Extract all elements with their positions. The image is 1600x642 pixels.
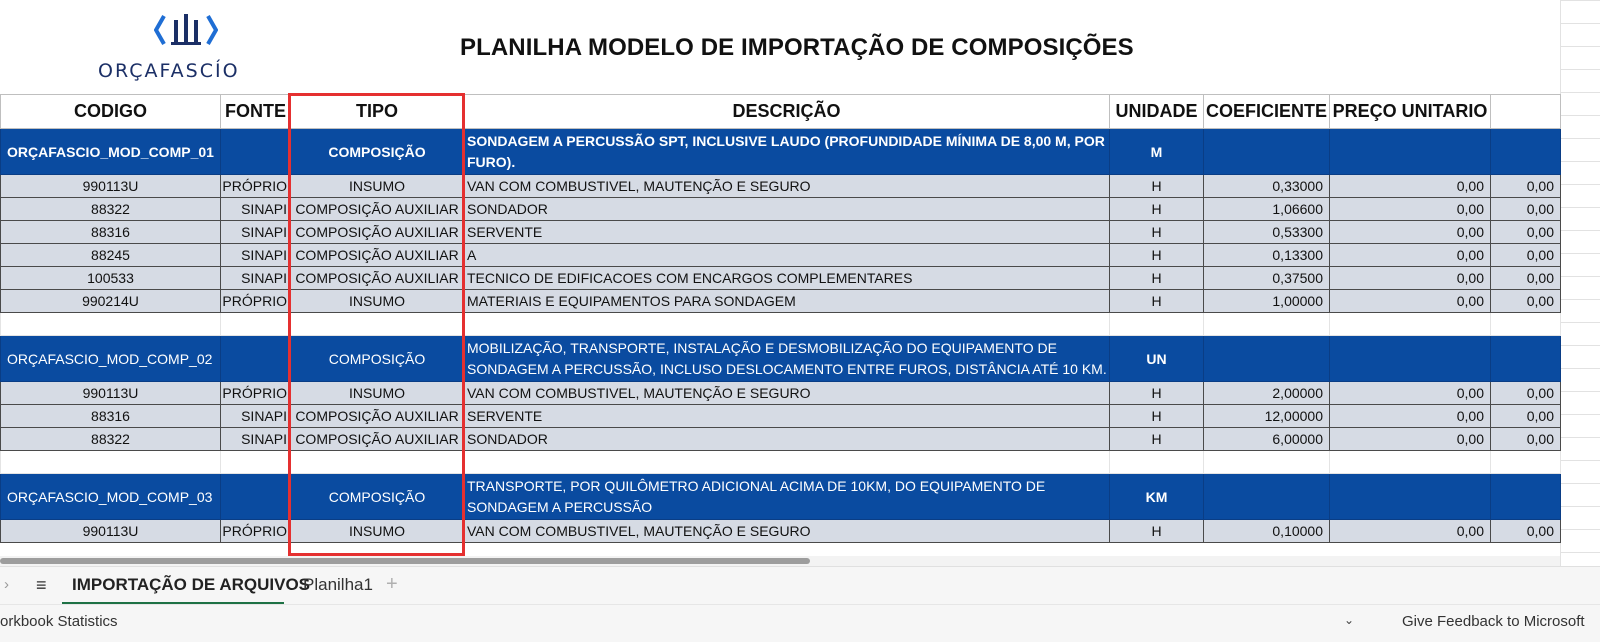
unidade-cell[interactable]: H: [1110, 267, 1204, 290]
empty-cell[interactable]: [1204, 313, 1330, 336]
total-cell[interactable]: 0,00: [1491, 428, 1561, 451]
unidade-cell[interactable]: H: [1110, 520, 1204, 543]
preco-cell[interactable]: [1330, 474, 1491, 520]
empty-cell[interactable]: [1330, 313, 1491, 336]
empty-cell[interactable]: [291, 451, 464, 474]
descricao-cell[interactable]: TECNICO DE EDIFICACOES COM ENCARGOS COMPLEMENTARES: [464, 267, 1110, 290]
descricao-cell[interactable]: VAN COM COMBUSTIVEL, MAUTENÇÃO E SEGURO: [464, 175, 1110, 198]
empty-row: [1, 313, 1561, 336]
coeficiente-cell[interactable]: 2,00000: [1204, 382, 1330, 405]
chevron-down-icon[interactable]: ⌄: [1344, 613, 1355, 627]
composition-table: [0, 94, 1561, 543]
tipo-cell[interactable]: COMPOSIÇÃO AUXILIAR: [291, 198, 464, 221]
tipo-cell[interactable]: COMPOSIÇÃO: [291, 129, 464, 175]
col-header-coeficiente[interactable]: COEFICIENTE: [1204, 95, 1330, 129]
chevron-right-icon[interactable]: ›: [4, 576, 9, 593]
empty-cell[interactable]: [1110, 313, 1204, 336]
brand-logo: [98, 10, 278, 84]
unidade-cell[interactable]: H: [1110, 175, 1204, 198]
col-header-descricao[interactable]: DESCRIÇÃO: [464, 95, 1110, 129]
total-cell[interactable]: 0,00: [1491, 267, 1561, 290]
descricao-cell[interactable]: SONDADOR: [464, 428, 1110, 451]
empty-cell[interactable]: [464, 313, 1110, 336]
sheet-header: [0, 0, 1560, 94]
codigo-cell[interactable]: 88322: [1, 198, 221, 221]
composition-row: [1, 129, 1561, 175]
descricao-cell[interactable]: MOBILIZAÇÃO, TRANSPORTE, INSTALAÇÃO E DESMOBILIZAÇÃO DO EQUIPAMENTO DE SONDAGEM A PERCUSSÃO, INCLUSO DESLOCAMENTO ENTRE FUROS, DISTÂNCIA ATÉ 10 KM.: [464, 336, 1110, 382]
codigo-cell[interactable]: 88322: [1, 428, 221, 451]
unidade-cell[interactable]: H: [1110, 244, 1204, 267]
preco-cell[interactable]: 0,00: [1330, 405, 1491, 428]
codigo-cell[interactable]: 88316: [1, 221, 221, 244]
unidade-cell[interactable]: UN: [1110, 336, 1204, 382]
coeficiente-cell[interactable]: [1204, 474, 1330, 520]
preco-cell[interactable]: 0,00: [1330, 244, 1491, 267]
total-cell[interactable]: 0,00: [1491, 405, 1561, 428]
coeficiente-cell[interactable]: 0,13300: [1204, 244, 1330, 267]
empty-cell[interactable]: [1, 451, 221, 474]
item-row: [1, 267, 1561, 290]
total-cell[interactable]: 0,00: [1491, 175, 1561, 198]
codigo-cell[interactable]: ORÇAFASCIO_MOD_COMP_02: [1, 336, 221, 382]
preco-cell[interactable]: 0,00: [1330, 221, 1491, 244]
total-cell[interactable]: 0,00: [1491, 290, 1561, 313]
fonte-cell[interactable]: SINAPI: [221, 221, 291, 244]
tab-importacao-de-arquivos[interactable]: IMPORTAÇÃO DE ARQUIVOS: [72, 575, 311, 594]
total-cell[interactable]: [1491, 474, 1561, 520]
descricao-cell[interactable]: A: [464, 244, 1110, 267]
fonte-cell[interactable]: PRÓPRIO: [221, 382, 291, 405]
preco-cell[interactable]: 0,00: [1330, 520, 1491, 543]
total-cell[interactable]: 0,00: [1491, 198, 1561, 221]
tipo-cell[interactable]: INSUMO: [291, 382, 464, 405]
scrollbar-thumb[interactable]: [0, 558, 810, 564]
total-cell[interactable]: 0,00: [1491, 382, 1561, 405]
unidade-cell[interactable]: H: [1110, 428, 1204, 451]
composition-row: [1, 336, 1561, 382]
col-header-codigo[interactable]: CODIGO: [1, 95, 221, 129]
pillars-logo-icon: [154, 10, 218, 50]
give-feedback-link[interactable]: Give Feedback to Microsoft: [1402, 613, 1585, 630]
empty-cell[interactable]: [221, 313, 291, 336]
codigo-cell[interactable]: 88316: [1, 405, 221, 428]
item-row: [1, 175, 1561, 198]
tipo-cell[interactable]: COMPOSIÇÃO AUXILIAR: [291, 267, 464, 290]
preco-cell[interactable]: 0,00: [1330, 175, 1491, 198]
coeficiente-cell[interactable]: 0,10000: [1204, 520, 1330, 543]
fonte-cell[interactable]: PRÓPRIO: [221, 520, 291, 543]
total-cell[interactable]: 0,00: [1491, 221, 1561, 244]
codigo-cell[interactable]: 88245: [1, 244, 221, 267]
item-row: [1, 428, 1561, 451]
preco-cell[interactable]: [1330, 336, 1491, 382]
page-title: PLANILHA MODELO DE IMPORTAÇÃO DE COMPOSIÇÕES: [460, 34, 1134, 61]
descricao-cell[interactable]: SERVENTE: [464, 405, 1110, 428]
empty-cell[interactable]: [464, 451, 1110, 474]
fonte-cell[interactable]: SINAPI: [221, 198, 291, 221]
fonte-cell[interactable]: [221, 129, 291, 175]
descricao-cell[interactable]: MATERIAIS E EQUIPAMENTOS PARA SONDAGEM: [464, 290, 1110, 313]
coeficiente-cell[interactable]: 1,00000: [1204, 290, 1330, 313]
total-cell[interactable]: 0,00: [1491, 520, 1561, 543]
tipo-cell[interactable]: INSUMO: [291, 175, 464, 198]
fonte-cell[interactable]: SINAPI: [221, 428, 291, 451]
coeficiente-cell[interactable]: [1204, 336, 1330, 382]
fonte-cell[interactable]: [221, 336, 291, 382]
plus-icon[interactable]: +: [386, 573, 398, 595]
descricao-cell[interactable]: SERVENTE: [464, 221, 1110, 244]
unidade-cell[interactable]: M: [1110, 129, 1204, 175]
preco-cell[interactable]: 0,00: [1330, 198, 1491, 221]
total-cell[interactable]: [1491, 129, 1561, 175]
tipo-cell[interactable]: COMPOSIÇÃO: [291, 336, 464, 382]
empty-grid-columns[interactable]: [1560, 0, 1600, 578]
column-header-row: [1, 95, 1561, 129]
data-table-area: [0, 94, 1560, 543]
tab-planilha1[interactable]: Planilha1: [303, 575, 373, 594]
item-row: [1, 405, 1561, 428]
fonte-cell[interactable]: SINAPI: [221, 267, 291, 290]
tipo-cell[interactable]: INSUMO: [291, 290, 464, 313]
descricao-cell[interactable]: SONDADOR: [464, 198, 1110, 221]
empty-cell[interactable]: [1110, 451, 1204, 474]
preco-cell[interactable]: 0,00: [1330, 267, 1491, 290]
fonte-cell[interactable]: PRÓPRIO: [221, 290, 291, 313]
item-row: [1, 520, 1561, 543]
tipo-cell[interactable]: COMPOSIÇÃO AUXILIAR: [291, 244, 464, 267]
workbook-statistics-button[interactable]: orkbook Statistics: [0, 613, 118, 630]
col-header-unidade[interactable]: UNIDADE: [1110, 95, 1204, 129]
codigo-cell[interactable]: 990214U: [1, 290, 221, 313]
preco-cell[interactable]: 0,00: [1330, 382, 1491, 405]
empty-cell[interactable]: [1491, 451, 1561, 474]
item-row: [1, 198, 1561, 221]
preco-cell[interactable]: [1330, 129, 1491, 175]
unidade-cell[interactable]: H: [1110, 221, 1204, 244]
col-header-tipo[interactable]: TIPO: [291, 95, 464, 129]
coeficiente-cell[interactable]: 0,53300: [1204, 221, 1330, 244]
codigo-cell[interactable]: 990113U: [1, 382, 221, 405]
preco-cell[interactable]: 0,00: [1330, 428, 1491, 451]
unidade-cell[interactable]: H: [1110, 382, 1204, 405]
coeficiente-cell[interactable]: 6,00000: [1204, 428, 1330, 451]
col-header-total[interactable]: [1491, 95, 1561, 129]
coeficiente-cell[interactable]: 12,00000: [1204, 405, 1330, 428]
fonte-cell[interactable]: PRÓPRIO: [221, 175, 291, 198]
sheet-tabs-bar: [0, 566, 1600, 604]
item-row: [1, 244, 1561, 267]
tipo-cell[interactable]: INSUMO: [291, 520, 464, 543]
empty-cell[interactable]: [291, 313, 464, 336]
descricao-cell[interactable]: TRANSPORTE, POR QUILÔMETRO ADICIONAL ACIMA DE 10KM, DO EQUIPAMENTO DE SONDAGEM A PERCUSSÃO: [464, 474, 1110, 520]
empty-row: [1, 451, 1561, 474]
item-row: [1, 290, 1561, 313]
descricao-cell[interactable]: VAN COM COMBUSTIVEL, MAUTENÇÃO E SEGURO: [464, 382, 1110, 405]
col-header-preco-unitario[interactable]: PREÇO UNITARIO: [1330, 95, 1491, 129]
empty-cell[interactable]: [1330, 451, 1491, 474]
unidade-cell[interactable]: KM: [1110, 474, 1204, 520]
status-bar: [0, 604, 1600, 642]
coeficiente-cell[interactable]: 1,06600: [1204, 198, 1330, 221]
tipo-cell[interactable]: COMPOSIÇÃO AUXILIAR: [291, 405, 464, 428]
fonte-cell[interactable]: SINAPI: [221, 244, 291, 267]
total-cell[interactable]: 0,00: [1491, 244, 1561, 267]
item-row: [1, 382, 1561, 405]
tipo-cell[interactable]: COMPOSIÇÃO: [291, 474, 464, 520]
unidade-cell[interactable]: H: [1110, 198, 1204, 221]
descricao-cell[interactable]: SONDAGEM A PERCUSSÃO SPT, INCLUSIVE LAUDO (PROFUNDIDADE MÍNIMA DE 8,00 M, POR FURO).: [464, 129, 1110, 175]
col-header-fonte[interactable]: FONTE: [221, 95, 291, 129]
empty-cell[interactable]: [221, 451, 291, 474]
fonte-cell[interactable]: SINAPI: [221, 405, 291, 428]
empty-cell[interactable]: [1204, 451, 1330, 474]
codigo-cell[interactable]: 100533: [1, 267, 221, 290]
tipo-cell[interactable]: COMPOSIÇÃO AUXILIAR: [291, 428, 464, 451]
tipo-cell[interactable]: COMPOSIÇÃO AUXILIAR: [291, 221, 464, 244]
empty-cell[interactable]: [1, 313, 221, 336]
horizontal-scrollbar[interactable]: [0, 556, 1560, 566]
empty-cell[interactable]: [1491, 313, 1561, 336]
coeficiente-cell[interactable]: 0,33000: [1204, 175, 1330, 198]
codigo-cell[interactable]: ORÇAFASCIO_MOD_COMP_01: [1, 129, 221, 175]
table-body: [1, 129, 1561, 543]
fonte-cell[interactable]: [221, 474, 291, 520]
preco-cell[interactable]: 0,00: [1330, 290, 1491, 313]
total-cell[interactable]: [1491, 336, 1561, 382]
coeficiente-cell[interactable]: 0,37500: [1204, 267, 1330, 290]
codigo-cell[interactable]: 990113U: [1, 520, 221, 543]
codigo-cell[interactable]: ORÇAFASCIO_MOD_COMP_03: [1, 474, 221, 520]
unidade-cell[interactable]: H: [1110, 290, 1204, 313]
coeficiente-cell[interactable]: [1204, 129, 1330, 175]
composition-row: [1, 474, 1561, 520]
item-row: [1, 221, 1561, 244]
unidade-cell[interactable]: H: [1110, 405, 1204, 428]
brand-name: ORÇAFASCÍO: [98, 60, 240, 82]
codigo-cell[interactable]: 990113U: [1, 175, 221, 198]
hamburger-icon[interactable]: ≡: [36, 575, 47, 595]
descricao-cell[interactable]: VAN COM COMBUSTIVEL, MAUTENÇÃO E SEGURO: [464, 520, 1110, 543]
